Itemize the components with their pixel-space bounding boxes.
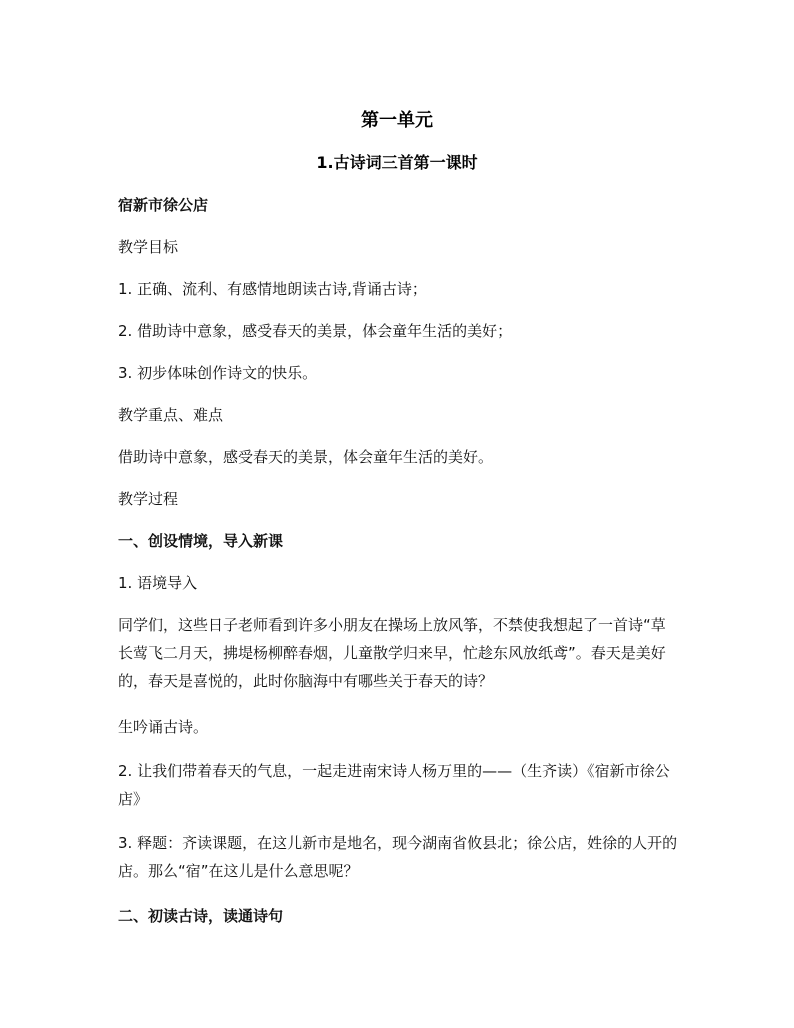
unit-title: 第一单元 <box>361 110 433 131</box>
step-1: 1. 语境导入 <box>118 574 198 592</box>
lesson-title: 1.古诗词三首第一课时 <box>316 153 478 172</box>
section-goals: 教学目标 <box>118 238 179 256</box>
goal-1: 1. 正确、流利、有感情地朗读古诗,背诵古诗； <box>118 280 427 298</box>
goal-2: 2. 借助诗中意象，感受春天的美景，体会童年生活的美好； <box>118 322 513 340</box>
intro-paragraph: 同学们，这些日子老师看到许多小朋友在操场上放风筝，不禁使我想起了一首诗“草长莺飞二月天，拂堤杨柳醉春烟，儿童散学归来早，忙趁东风放纸鸢”。春天是美好的，春天是喜悦的，此时你脑海中有哪些关于春天的诗？ <box>118 616 666 690</box>
section-key-points: 教学重点、难点 <box>118 406 224 424</box>
section-process: 教学过程 <box>118 490 179 508</box>
part-1-heading: 一、创设情境，导入新课 <box>118 532 284 550</box>
step-2: 2. 让我们带着春天的气息，一起走进南宋诗人杨万里的——（生齐读）《宿新市徐公店》 <box>118 762 670 808</box>
goal-3: 3. 初步体味创作诗文的快乐。 <box>118 364 318 382</box>
recite-paragraph: 生吟诵古诗。 <box>118 718 209 736</box>
part-2-heading: 二、初读古诗，读通诗句 <box>118 907 284 925</box>
poem-title: 宿新市徐公店 <box>118 196 209 214</box>
key-points-text: 借助诗中意象，感受春天的美景，体会童年生活的美好。 <box>118 448 494 466</box>
step-3: 3. 释题：齐读课题，在这儿新市是地名，现今湖南省攸县北；徐公店，姓徐的人开的店。那么“宿”在这儿是什么意思呢？ <box>118 834 678 880</box>
